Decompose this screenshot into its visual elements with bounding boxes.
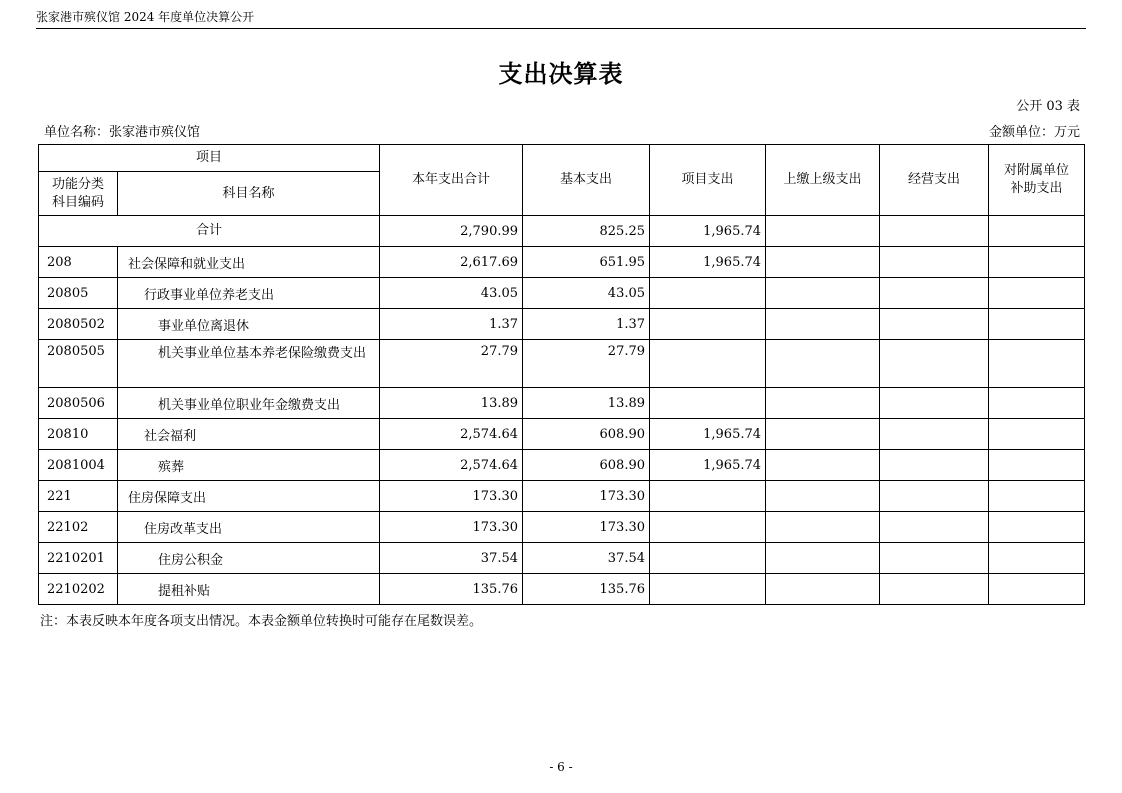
row-project (650, 278, 766, 309)
row-subsidy (989, 247, 1085, 278)
row-upper (766, 419, 880, 450)
row-subject-name: 机关事业单位基本养老保险缴费支出 (118, 340, 380, 388)
total-subsidy (989, 216, 1085, 247)
table-row (39, 543, 1085, 574)
table-row (39, 309, 1085, 340)
row-code: 2080506 (39, 388, 118, 419)
row-basic: 27.79 (523, 340, 650, 388)
row-business (880, 278, 989, 309)
row-upper (766, 512, 880, 543)
row-project (650, 543, 766, 574)
header-project: 项目支出 (650, 145, 766, 216)
row-project: 1,965.74 (650, 450, 766, 481)
row-code: 22102 (39, 512, 118, 543)
row-subject-name: 社会保障和就业支出 (118, 247, 380, 278)
row-code: 2080502 (39, 309, 118, 340)
total-project: 1,965.74 (650, 216, 766, 247)
row-business (880, 481, 989, 512)
total-total: 2,790.99 (380, 216, 523, 247)
row-upper (766, 278, 880, 309)
row-upper (766, 481, 880, 512)
row-subject-name: 住房改革支出 (118, 512, 380, 543)
total-label: 合计 (39, 216, 380, 247)
row-project (650, 481, 766, 512)
row-code: 2210202 (39, 574, 118, 605)
header-total: 本年支出合计 (380, 145, 523, 216)
row-subject-name: 社会福利 (118, 419, 380, 450)
row-code: 20805 (39, 278, 118, 309)
header-row-1 (39, 145, 1085, 172)
row-basic: 608.90 (523, 450, 650, 481)
money-unit: 金额单位：万元 (988, 125, 1080, 140)
row-subsidy (989, 388, 1085, 419)
row-business (880, 543, 989, 574)
header-item: 项目 (39, 145, 380, 172)
row-basic: 1.37 (523, 309, 650, 340)
row-project (650, 388, 766, 419)
row-subject-name: 殡葬 (118, 450, 380, 481)
row-upper (766, 247, 880, 278)
row-code: 20810 (39, 419, 118, 450)
header-subject-name: 科目名称 (118, 172, 380, 216)
row-upper (766, 309, 880, 340)
table-row (39, 481, 1085, 512)
row-basic: 37.54 (523, 543, 650, 574)
page-number: - 6 - (549, 760, 573, 774)
footnote: 注：本表反映本年度各项支出情况。本表金额单位转换时可能存在尾数误差。 (40, 614, 483, 629)
table-row (39, 388, 1085, 419)
row-basic: 173.30 (523, 481, 650, 512)
row-business (880, 512, 989, 543)
header-business: 经营支出 (880, 145, 989, 216)
row-subject-name: 机关事业单位职业年金缴费支出 (118, 388, 380, 419)
row-subsidy (989, 512, 1085, 543)
table-row (39, 574, 1085, 605)
row-business (880, 419, 989, 450)
row-business (880, 340, 989, 388)
page-title: 支出决算表 (498, 60, 624, 88)
row-upper (766, 574, 880, 605)
row-basic: 13.89 (523, 388, 650, 419)
row-subject-name: 提租补贴 (118, 574, 380, 605)
row-code: 2080505 (39, 340, 118, 388)
row-subsidy (989, 574, 1085, 605)
row-basic: 608.90 (523, 419, 650, 450)
row-subject-name: 事业单位离退休 (118, 309, 380, 340)
table-row (39, 512, 1085, 543)
row-upper (766, 340, 880, 388)
row-total: 2,574.64 (380, 419, 523, 450)
row-subsidy (989, 340, 1085, 388)
row-business (880, 574, 989, 605)
document-header: 张家港市殡仪馆 2024 年度单位决算公开 (36, 10, 255, 24)
row-project: 1,965.74 (650, 247, 766, 278)
row-total: 1.37 (380, 309, 523, 340)
row-total: 27.79 (380, 340, 523, 388)
row-subsidy (989, 278, 1085, 309)
row-project: 1,965.74 (650, 419, 766, 450)
row-upper (766, 450, 880, 481)
row-upper (766, 543, 880, 574)
row-code: 208 (39, 247, 118, 278)
row-code: 2210201 (39, 543, 118, 574)
row-business (880, 309, 989, 340)
total-upper (766, 216, 880, 247)
row-project (650, 340, 766, 388)
row-business (880, 247, 989, 278)
row-upper (766, 388, 880, 419)
expenditure-table (38, 144, 1085, 605)
row-basic: 135.76 (523, 574, 650, 605)
row-subsidy (989, 450, 1085, 481)
header-subsidy: 对附属单位 补助支出 (989, 145, 1085, 216)
header-divider (36, 28, 1086, 29)
row-project (650, 309, 766, 340)
total-row (39, 216, 1085, 247)
row-business (880, 450, 989, 481)
table-row (39, 278, 1085, 309)
row-total: 173.30 (380, 512, 523, 543)
row-business (880, 388, 989, 419)
table-row (39, 247, 1085, 278)
header-func-code: 功能分类 科目编码 (39, 172, 118, 216)
row-subject-name: 行政事业单位养老支出 (118, 278, 380, 309)
row-code: 2081004 (39, 450, 118, 481)
row-total: 2,574.64 (380, 450, 523, 481)
row-total: 2,617.69 (380, 247, 523, 278)
row-project (650, 512, 766, 543)
row-basic: 651.95 (523, 247, 650, 278)
row-project (650, 574, 766, 605)
total-basic: 825.25 (523, 216, 650, 247)
header-basic: 基本支出 (523, 145, 650, 216)
row-total: 13.89 (380, 388, 523, 419)
row-basic: 43.05 (523, 278, 650, 309)
row-total: 43.05 (380, 278, 523, 309)
header-upper: 上缴上级支出 (766, 145, 880, 216)
unit-name: 单位名称：张家港市殡仪馆 (44, 125, 201, 140)
row-subsidy (989, 543, 1085, 574)
row-subsidy (989, 419, 1085, 450)
form-number: 公开 03 表 (1016, 99, 1080, 114)
row-subject-name: 住房公积金 (118, 543, 380, 574)
table-row (39, 450, 1085, 481)
table-row (39, 419, 1085, 450)
row-basic: 173.30 (523, 512, 650, 543)
total-business (880, 216, 989, 247)
row-subsidy (989, 481, 1085, 512)
row-subsidy (989, 309, 1085, 340)
row-subject-name: 住房保障支出 (118, 481, 380, 512)
row-code: 221 (39, 481, 118, 512)
row-total: 37.54 (380, 543, 523, 574)
table-row (39, 340, 1085, 388)
row-total: 135.76 (380, 574, 523, 605)
row-total: 173.30 (380, 481, 523, 512)
